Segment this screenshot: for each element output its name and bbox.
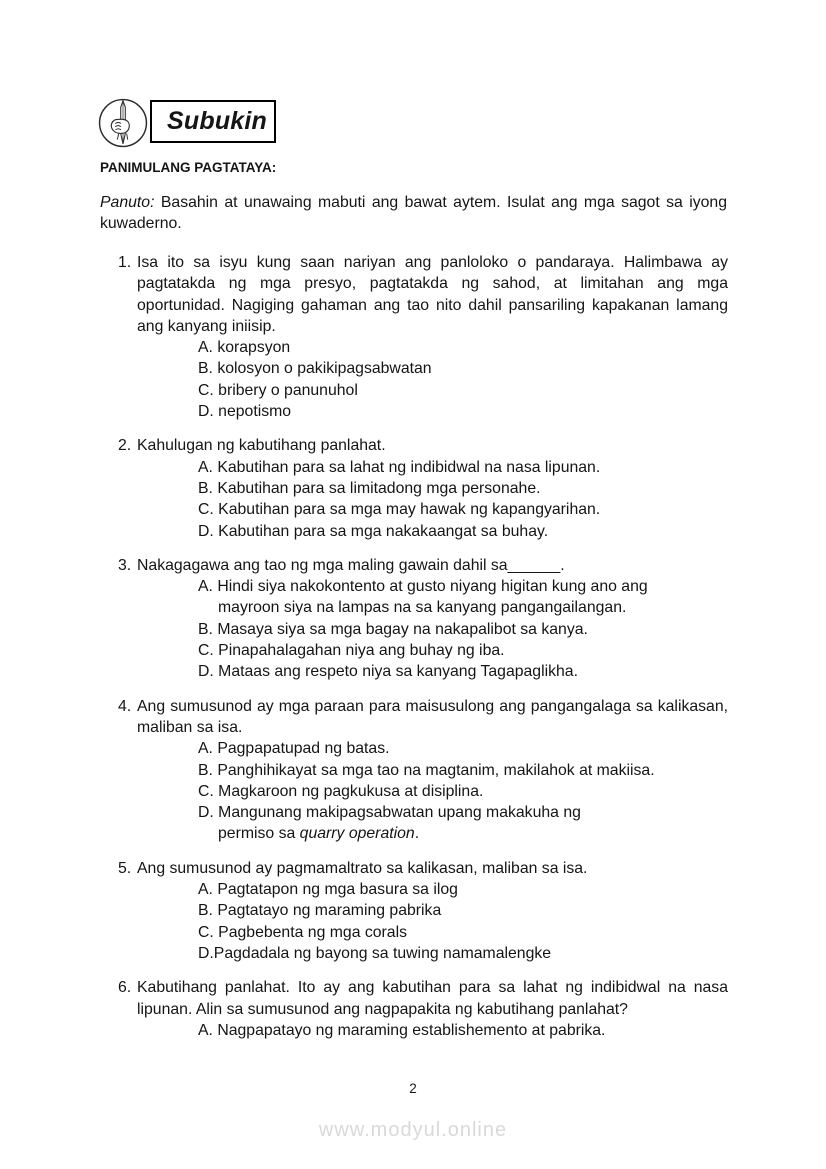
answer-option-line — [198, 597, 728, 618]
answer-option-line — [198, 576, 728, 597]
option-text: . — [414, 825, 420, 843]
instructions-paragraph — [100, 192, 727, 235]
option-text: B. Kabutihan para sa limitadong mga personahe. — [198, 479, 541, 497]
question-number: 2. — [118, 437, 132, 455]
subukin-title: Subukin — [167, 107, 268, 135]
question-text: Nakagagawa ang tao ng mga maling gawain dahil sa______. — [137, 556, 565, 574]
option-text: C. Kabutihan para sa mga may hawak ng kapangyarihan. — [198, 501, 601, 519]
panuto-label: Panuto: — [100, 194, 155, 211]
page-number: 2 — [409, 1081, 417, 1096]
question-number: 4. — [118, 697, 132, 715]
question-item — [100, 555, 728, 683]
option-text: D. Mataas ang respeto niya sa kanyang Tagapaglikha. — [198, 663, 578, 681]
hand-holding-pencil-icon — [98, 98, 148, 148]
answer-option-line — [198, 922, 728, 943]
option-text: C. Pinapahalagahan niya ang buhay ng iba. — [198, 642, 505, 660]
answer-options — [198, 738, 728, 844]
answer-options — [198, 879, 728, 964]
watermark: www.modyul.online — [318, 1119, 508, 1141]
question-item — [100, 858, 728, 964]
option-text: D. Kabutihan para sa mga nakakaangat sa buhay. — [198, 522, 549, 540]
answer-option-line — [198, 521, 728, 542]
answer-options — [198, 337, 728, 422]
question-number: 5. — [118, 859, 132, 877]
question-item — [100, 977, 728, 1041]
question-number: 1. — [118, 254, 132, 271]
option-text: A. korapsyon — [198, 339, 291, 357]
option-italic-text: quarry operation — [299, 825, 415, 843]
question-number: 6. — [118, 979, 132, 997]
question-text: Kabutihang panlahat. Ito ay ang kabutihan para sa lahat ng indibidwal na nasa lipunan. Alin sa sumusunod ang nagpapakita ng kabutihang panlahat? — [137, 979, 728, 1018]
question-text: Isa ito sa isyu kung saan nariyan ang panloloko o pandaraya. Halimbawa ay pagtatakda ng mga presyo, pagtatakda ng sahod, at limitahan ang mga oportunidad. Nagiging gahaman ang tao nito dahil pansariling kapakanan lamang ang kanyang iniisip. — [137, 254, 728, 335]
answer-option-line — [198, 802, 728, 823]
option-text: D. Mangunang makipagsabwatan upang makakuha ng — [198, 804, 581, 822]
answer-option-line — [198, 619, 728, 640]
answer-options — [198, 457, 728, 542]
answer-option-line — [198, 337, 728, 358]
option-text: B. Masaya siya sa mga bagay na nakapalibot sa kanya. — [198, 620, 588, 638]
answer-option-line — [198, 760, 728, 781]
questions — [100, 252, 728, 1054]
option-text: mayroon siya na lampas na sa kanyang pangangailangan. — [218, 599, 627, 617]
option-text: A. Kabutihan para sa lahat ng indibidwal na nasa lipunan. — [198, 458, 601, 476]
answer-option-line — [198, 640, 728, 661]
answer-option-line — [198, 661, 728, 682]
question-text: Ang sumusunod ay pagmamaltrato sa kalikasan, maliban sa isa. — [137, 859, 588, 877]
question-text: Kahulugan ng kabutihang panlahat. — [137, 437, 386, 455]
option-text: C. Pagbebenta ng mga corals — [198, 923, 408, 941]
option-text: D.Pagdadala ng bayong sa tuwing namamalengke — [198, 944, 552, 962]
option-text: D. nepotismo — [198, 403, 292, 421]
answer-option-line — [198, 358, 728, 379]
question-text: Ang sumusunod ay mga paraan para maisusulong ang pangangalaga sa kalikasan, maliban sa isa. — [137, 697, 728, 736]
answer-option-line — [198, 478, 728, 499]
option-text: B. kolosyon o pakikipagsabwatan — [198, 360, 432, 378]
answer-option-line — [198, 499, 728, 520]
option-text: permiso sa — [218, 825, 300, 843]
option-text: A. Nagpapatayo ng maraming establishemento at pabrika. — [198, 1021, 606, 1039]
answer-option-line — [198, 823, 728, 844]
option-text: A. Pagpapatupad ng batas. — [198, 740, 390, 758]
answer-option-line — [198, 1020, 728, 1041]
question-item — [100, 252, 728, 422]
question-item — [100, 435, 728, 541]
question-number: 3. — [118, 556, 132, 574]
option-text: B. Panghihikayat sa mga tao na magtanim, makilahok at makiisa. — [198, 761, 655, 779]
answer-option-line — [198, 738, 728, 759]
option-text: A. Pagtatapon ng mga basura sa ilog — [198, 881, 458, 899]
option-text: C. Magkaroon ng pagkukusa at disiplina. — [198, 782, 484, 800]
answer-option-line — [198, 457, 728, 478]
panuto-text: Basahin at unawaing mabuti ang bawat aytem. Isulat ang mga sagot sa iyong kuwaderno. — [100, 194, 727, 233]
question-item — [100, 696, 728, 845]
answer-options — [198, 576, 728, 682]
option-text: A. Hindi siya nakokontento at gusto niyang higitan kung ano ang — [198, 578, 648, 596]
answer-option-line — [198, 781, 728, 802]
subukin-title-box — [150, 100, 276, 143]
answer-option-line — [198, 900, 728, 921]
option-text: B. Pagtatayo ng maraming pabrika — [198, 902, 442, 920]
answer-option-line — [198, 879, 728, 900]
answer-option-line — [198, 380, 728, 401]
answer-option-line — [198, 401, 728, 422]
section-heading: PANIMULANG PAGTATAYA: — [100, 160, 277, 175]
answer-option-line — [198, 943, 728, 964]
answer-options — [198, 1020, 728, 1041]
option-text: C. bribery o panunuhol — [198, 381, 358, 399]
